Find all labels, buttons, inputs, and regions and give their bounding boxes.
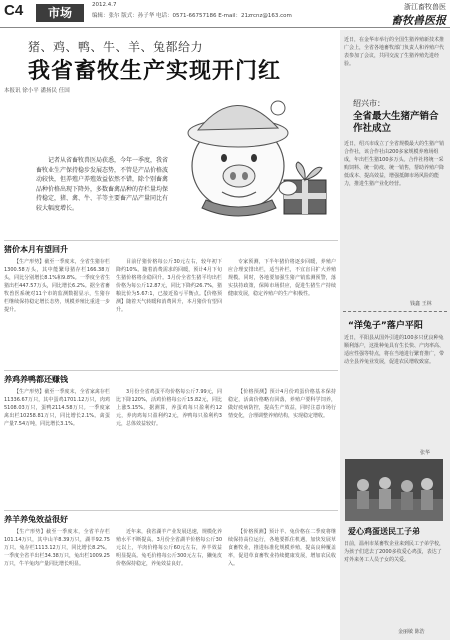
sidebar-story1-title: 全省最大生猪产销合作社成立 [353,111,439,134]
header-divider [0,27,450,28]
section-divider [4,240,338,241]
sidebar-story1-kicker: 绍兴市： [353,99,385,108]
section-divider [4,510,338,511]
pig-cartoon-illustration [176,88,336,236]
sidebar-story3-body: 日前，温州市某畜牧企业来到民工子弟学校，为孩子们送去了2000多枚爱心鸡蛋，表达了对外来务工人员子女的关爱。 [344,541,445,563]
section-column: 【生产形势】截至一季度末，全省羊存栏101.14万只，其中山羊8.39万只，湖羊92.75万只。兔存栏1113.12万只，同比增长8.2%。一季度全省羊出栏34.38万只，兔出栏1009.25万只，牛羊兔肉产量同比增长明显。 [4,529,110,567]
page-code: C4 [4,2,24,19]
section-column: 【生产形势】截至一季度末，全省家禽存栏11336.67万只，其中蛋鸡1701.12万只，肉鸡5108.03万只，蛋鸭2114.58万只。一季度家禽出栏10258.81万只，同比增长2.1%。禽蛋产量7.54万吨，同比增长3.1%。 [4,389,110,427]
sidebar-story3-title: 爱心鸡蛋送民工子弟 [348,527,420,536]
lead-paragraph: 记者从省畜牧兽医局获悉，今年一季度，我省畜牧业生产保持稳步发展态势，不管是产品价格波动较快，但养殖户养殖效益依然不错，除个别畜禽品种价格出现下降外，多数畜禽品种的存栏量均保持稳定，猪、禽、牛、羊等主要畜产品产量同比有较大幅度增长。 [36,157,169,212]
sidebar-divider [343,311,447,312]
editorial-info: 编辑：张尔 版式：孙子华 电话：0571-66757186 E-mail：21zrcnz@163.com [92,13,292,19]
section-title-poultry: 养鸡养鸭都还赚钱 [4,375,68,384]
section-column: 【生产形势】截至一季度末，全省生猪存栏1300.58万头，其中能繁母猪存栏166.38万头，同比分别增长8.1%和9.8%。一季度全省生猪出栏447.57万头，同比增长6.2%。据全省畜牧兽医系统对11个市的监测数据显示，生猪存栏继续保持稳定增长态势，规模养殖比重进一步提升。 [4,259,110,313]
section-title-pig: 猪价本月有望回升 [4,245,68,254]
headline-kicker: 猪、鸡、鸭、牛、羊、兔都给力 [28,40,204,54]
news-photo [345,459,443,521]
section-column: 目前仔猪价格每公斤30元左右，较年初下降约10%。随着消费需求的回暖，预计4月下旬生猪价格将企稳回升。3月份全省生猪平均出栏价格为每公斤12.87元，同比下降约26.7%，猪粮比价为5.67:1，已接近盈亏平衡点。【价格预测】随着天气转暖和消费回升，本月猪价有望回升。 [116,259,222,313]
sidebar-story2-title: “洋兔子”落户平阳 [348,321,423,331]
sidebar-story2-body: 近日，平阳县从国外引进的100多只优良种兔顺利落户，这批种兔具有生长快、产肉率高、适应性强等特点，将在当地进行繁育推广，带动全县养兔业发展，促进农民增收致富。 [344,335,445,365]
section-label: 市场 [36,4,84,22]
edition-name: 浙江畜牧兽医 [404,3,446,11]
section-column: 专家预测，下半年猪价将逐步回暖，养殖户应合理安排出栏，适当补栏，不宜盲目扩大养殖规模。同时，各地要加强生猪产销监测预警，落实扶持政策，保障市场供应，促进生猪生产持续健康发展，稳定养殖户的生产积极性。 [228,259,336,297]
byline: 本报讯 徐小平 潘扬民 任国 [4,88,70,94]
section-divider [4,370,338,371]
section-title-sheep-rabbit: 养羊养兔效益很好 [4,515,68,524]
main-headline: 我省畜牧生产实现开门红 [28,59,282,84]
issue-date: 2012.4.7 [92,2,117,8]
section-column: 3月份全省鸡蛋平均价格每公斤7.99元，同比下降120%，活鸡价格每公斤15.82元，同比上涨5.15%。据测算，养蛋鸡每只盈利约12元，养肉鸡每只盈利约2元，养鸭每只盈利约3元，总体效益较好。 [116,389,222,427]
newspaper-logo: 畜牧兽医报 [391,14,446,27]
section-column: 【价格预测】预计羊、兔价格在二季度将继续保持高位运行，各地要抓住机遇，加快发展草食畜牧业，推进标准化规模养殖，提高良种覆盖率，促进草食畜牧业持续健康发展，增加农民收入。 [228,529,336,567]
sidebar-story1-author: 钱鑫 王林 [410,301,432,307]
section-column: 近年来，我省湖羊产业发展迅速，规模化养殖水平不断提高。3月份全省湖羊价格每公斤30元以上，羊肉价格每公斤60元左右，养羊效益明显提高。兔毛价格每公斤300元左右，獭兔皮价格保持稳定，养兔效益良好。 [116,529,222,567]
sidebar-intro: 近日，在金华市举行的全国生猪养殖新技术推广会上，全省各地畜牧部门负责人和养殖户代表参加了会议，共同交流了生猪养殖先进经验。 [344,37,445,67]
sidebar-story1-body: 近日，绍兴市成立了全省规模最大的生猪产销合作社，该合作社由200多家规模养殖场组成，年出栏生猪100多万头。合作社将统一采购饲料、统一防疫、统一销售，帮助养殖户降低成本、提高效益，增强抵御市场风险的能力，推进生猪产业化经营。 [344,141,445,187]
sidebar-story3-author: 金丽敏 陈浩 [398,629,425,635]
section-column: 【价格预测】预计4月份鸡蛋价格基本保持稳定，活禽价格略有回落，养殖户要科学饲养，做好疫病防控，提高生产效益，同时注意市场行情变化，合理调整养殖结构，实现稳定增收。 [228,389,336,419]
page-header [0,0,450,28]
sidebar-story2-author: 张华 [420,450,431,456]
